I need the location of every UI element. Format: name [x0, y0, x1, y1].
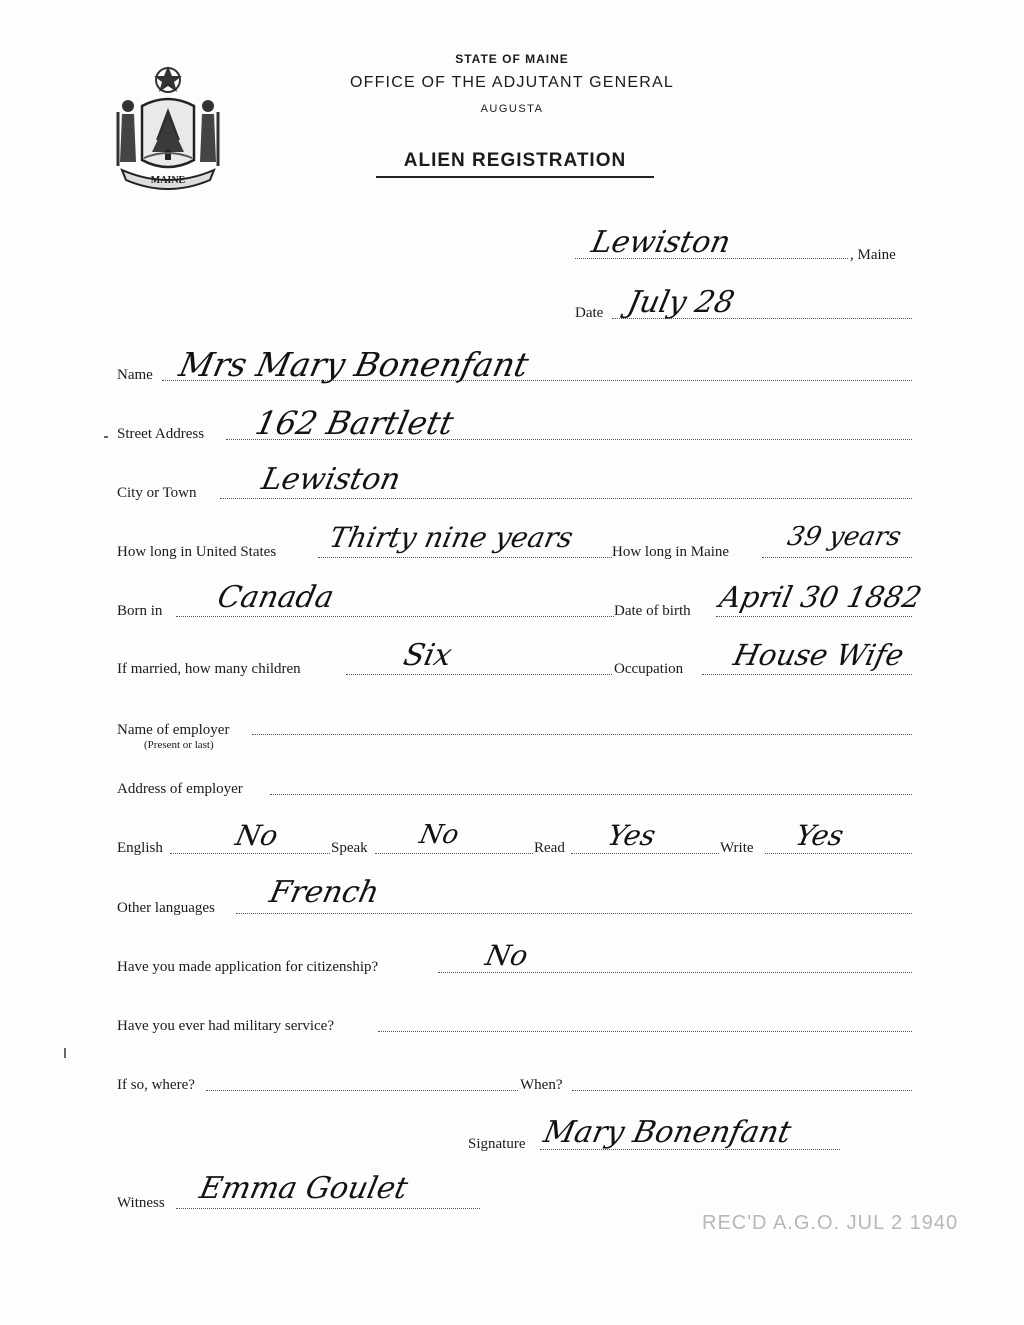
where-label: If so, where? [117, 1077, 195, 1093]
city-line [220, 498, 912, 499]
born-in-label: Born in [117, 603, 163, 619]
children-line [346, 674, 612, 675]
header-city: AUGUSTA [480, 103, 544, 115]
signature-value[interactable]: Mary Bonenfant [540, 1115, 795, 1150]
street-label: Street Address [117, 426, 205, 442]
date-of-birth-value[interactable]: April 30 1882 [716, 580, 925, 614]
children-value[interactable]: Six [400, 638, 455, 673]
read-line [571, 853, 719, 854]
city-label: City or Town [117, 485, 197, 501]
date-label: Date [575, 305, 604, 321]
city-value[interactable]: Lewiston [258, 462, 404, 497]
date-of-birth-label: Date of birth [614, 603, 691, 619]
occupation-value[interactable]: House Wife [730, 638, 907, 672]
place-value[interactable]: Lewiston [588, 225, 734, 260]
employer-label: Name of employer [117, 722, 230, 738]
speak-value[interactable]: No [416, 820, 462, 850]
name-value[interactable]: Mrs Mary Bonenfant [175, 345, 533, 384]
margin-mark [104, 436, 108, 438]
children-label: If married, how many children [117, 661, 301, 677]
date-of-birth-line [716, 616, 912, 617]
other-languages-value[interactable]: French [266, 875, 383, 910]
born-in-value[interactable]: Canada [214, 580, 337, 615]
place-suffix: , Maine [850, 247, 896, 263]
english-label: English [117, 840, 163, 856]
how-long-maine-value[interactable]: 39 years [784, 522, 904, 552]
write-line [765, 853, 912, 854]
how-long-us-line [318, 557, 612, 558]
citizenship-value[interactable]: No [482, 939, 531, 972]
margin-mark [64, 1048, 66, 1058]
other-languages-line [236, 913, 912, 914]
write-value[interactable]: Yes [792, 819, 847, 852]
signature-label: Signature [468, 1136, 526, 1152]
header-state: STATE OF MAINE [455, 52, 569, 66]
when-label: When? [520, 1077, 563, 1093]
speak-line [375, 853, 533, 854]
read-value[interactable]: Yes [604, 819, 659, 852]
street-value[interactable]: 162 Bartlett [251, 404, 457, 442]
write-label: Write [720, 840, 754, 856]
header-office: OFFICE OF THE ADJUTANT GENERAL [349, 74, 675, 91]
how-long-us-label: How long in United States [117, 544, 277, 560]
english-line [170, 853, 330, 854]
received-stamp: REC'D A.G.O. JUL 2 1940 [702, 1212, 959, 1234]
how-long-maine-label: How long in Maine [612, 544, 730, 560]
other-languages-label: Other languages [117, 900, 215, 916]
occupation-label: Occupation [614, 661, 684, 677]
military-label: Have you ever had military service? [117, 1018, 334, 1034]
employer-address-line [270, 794, 912, 795]
employer-line [252, 734, 912, 735]
form-title: ALIEN REGISTRATION [376, 150, 654, 178]
military-line [378, 1031, 912, 1032]
speak-label: Speak [331, 840, 368, 856]
when-line [572, 1090, 912, 1091]
how-long-us-value[interactable]: Thirty nine years [326, 521, 576, 554]
svg-text:MAINE: MAINE [150, 175, 186, 186]
where-line [206, 1090, 518, 1091]
witness-value[interactable]: Emma Goulet [196, 1171, 411, 1206]
employer-sublabel: (Present or last) [144, 739, 214, 751]
date-value[interactable]: July 28 [624, 285, 738, 320]
read-label: Read [534, 840, 565, 856]
citizenship-label: Have you made application for citizenship? [117, 959, 379, 975]
employer-address-label: Address of employer [117, 781, 243, 797]
witness-line [176, 1208, 480, 1209]
witness-label: Witness [117, 1195, 165, 1211]
born-in-line [176, 616, 614, 617]
citizenship-line [438, 972, 912, 973]
english-value[interactable]: No [232, 819, 281, 852]
how-long-maine-line [762, 557, 912, 558]
occupation-line [702, 674, 912, 675]
name-label: Name [117, 367, 153, 383]
